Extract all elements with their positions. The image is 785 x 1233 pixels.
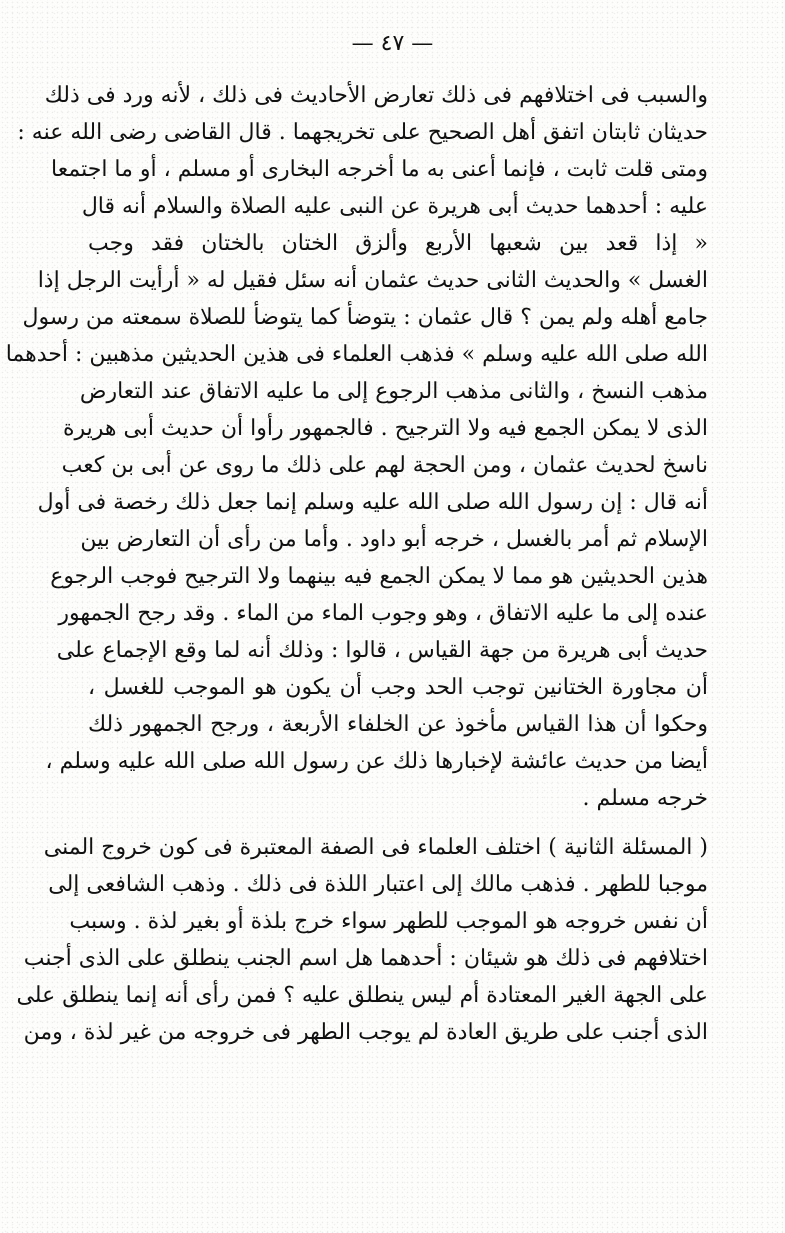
text-line-26: الذى أجنب على طريق العادة لم يوجب الطهر فى خروجه من غير لذة ، ومن — [23, 1020, 708, 1045]
text-line-2: حديثان ثابتان اتفق أهل الصحيح على تخريجهما . قال القاضى رضى الله عنه : — [17, 120, 708, 145]
text-line-3: ومتى قلت ثابت ، فإنما أعنى به ما أخرجه البخارى أو مسلم ، أو ما اجتمعا — [51, 157, 708, 182]
text-line-19: أيضا من حديث عائشة لإخبارها ذلك عن رسول الله صلى الله عليه وسلم ، — [45, 749, 708, 774]
text-line-13: الإسلام ثم أمر بالغسل ، خرجه أبو داود . وأما من رأى أن التعارض بين — [80, 527, 708, 552]
text-line-8: الله صلى الله عليه وسلم » فذهب العلماء فى هذين الحديثين مذهبين : أحدهما — [5, 342, 708, 367]
text-line-16: حديث أبى هريرة من جهة القياس ، قالوا : وذلك أنه لما وقع الإجماع على — [56, 638, 708, 663]
page-number: — ٤٧ — — [351, 31, 434, 56]
text-line-9: مذهب النسخ ، والثانى مذهب الرجوع إلى ما عليه الاتفاق عند التعارض — [79, 379, 708, 404]
text-line-4: عليه : أحدهما حديث أبى هريرة عن النبى عليه الصلاة والسلام أنه قال — [81, 194, 708, 219]
text-line-24: اختلافهم فى ذلك هو شيئان : أحدهما هل اسم الجنب ينطلق على الذى أجنب — [23, 946, 708, 971]
text-line-7: جامع أهله ولم يمن ؟ قال عثمان : يتوضأ كما يتوضأ للصلاة سمعته من رسول — [22, 305, 708, 330]
text-line-15: عنده إلى ما عليه الاتفاق ، وهو وجوب الماء من الماء . وقد رجح الجمهور — [58, 601, 708, 626]
text-line-14: هذين الحديثين هو مما لا يمكن الجمع فيه بينهما ولا الترجيح فوجب الرجوع — [50, 564, 708, 589]
text-line-18: وحكوا أن هذا القياس مأخوذ عن الخلفاء الأربعة ، ورجح الجمهور ذلك — [88, 712, 708, 737]
text-line-22: موجبا للطهر . فذهب مالك إلى اعتبار اللذة فى ذلك . وذهب الشافعى إلى — [48, 872, 708, 897]
text-line-12: أنه قال : إن رسول الله صلى الله عليه وسلم إنما جعل ذلك رخصة فى أول — [37, 490, 708, 515]
text-line-1: والسبب فى اختلافهم فى ذلك تعارض الأحاديث فى ذلك ، لأنه ورد فى ذلك — [44, 83, 708, 108]
text-line-10: الذى لا يمكن الجمع فيه ولا الترجيح . فالجمهور رأوا أن حديث أبى هريرة — [62, 416, 708, 441]
text-line-11: ناسخ لحديث عثمان ، ومن الحجة لهم على ذلك ما روى عن أبى بن كعب — [61, 453, 708, 478]
text-line-21: ( المسئلة الثانية ) اختلف العلماء فى الصفة المعتبرة فى كون خروج المنى — [43, 835, 708, 860]
text-line-6: الغسل » والحديث الثانى حديث عثمان أنه سئل فقيل له « أرأيت الرجل إذا — [37, 268, 708, 293]
text-line-5: « إذا قعد بين شعبها الأربع وألزق الختان بالختان فقد وجب — [88, 231, 708, 256]
text-line-20: خرجه مسلم . — [582, 786, 708, 811]
text-line-17: أن مجاورة الختانين توجب الحد وجب أن يكون هو الموجب للغسل ، — [88, 675, 708, 700]
text-line-23: أن نفس خروجه هو الموجب للطهر سواء خرج بلذة أو بغير لذة . وسبب — [69, 909, 708, 934]
text-line-25: على الجهة الغير المعتادة أم ليس ينطلق عليه ؟ فمن رأى أنه إنما ينطلق على — [16, 983, 708, 1008]
